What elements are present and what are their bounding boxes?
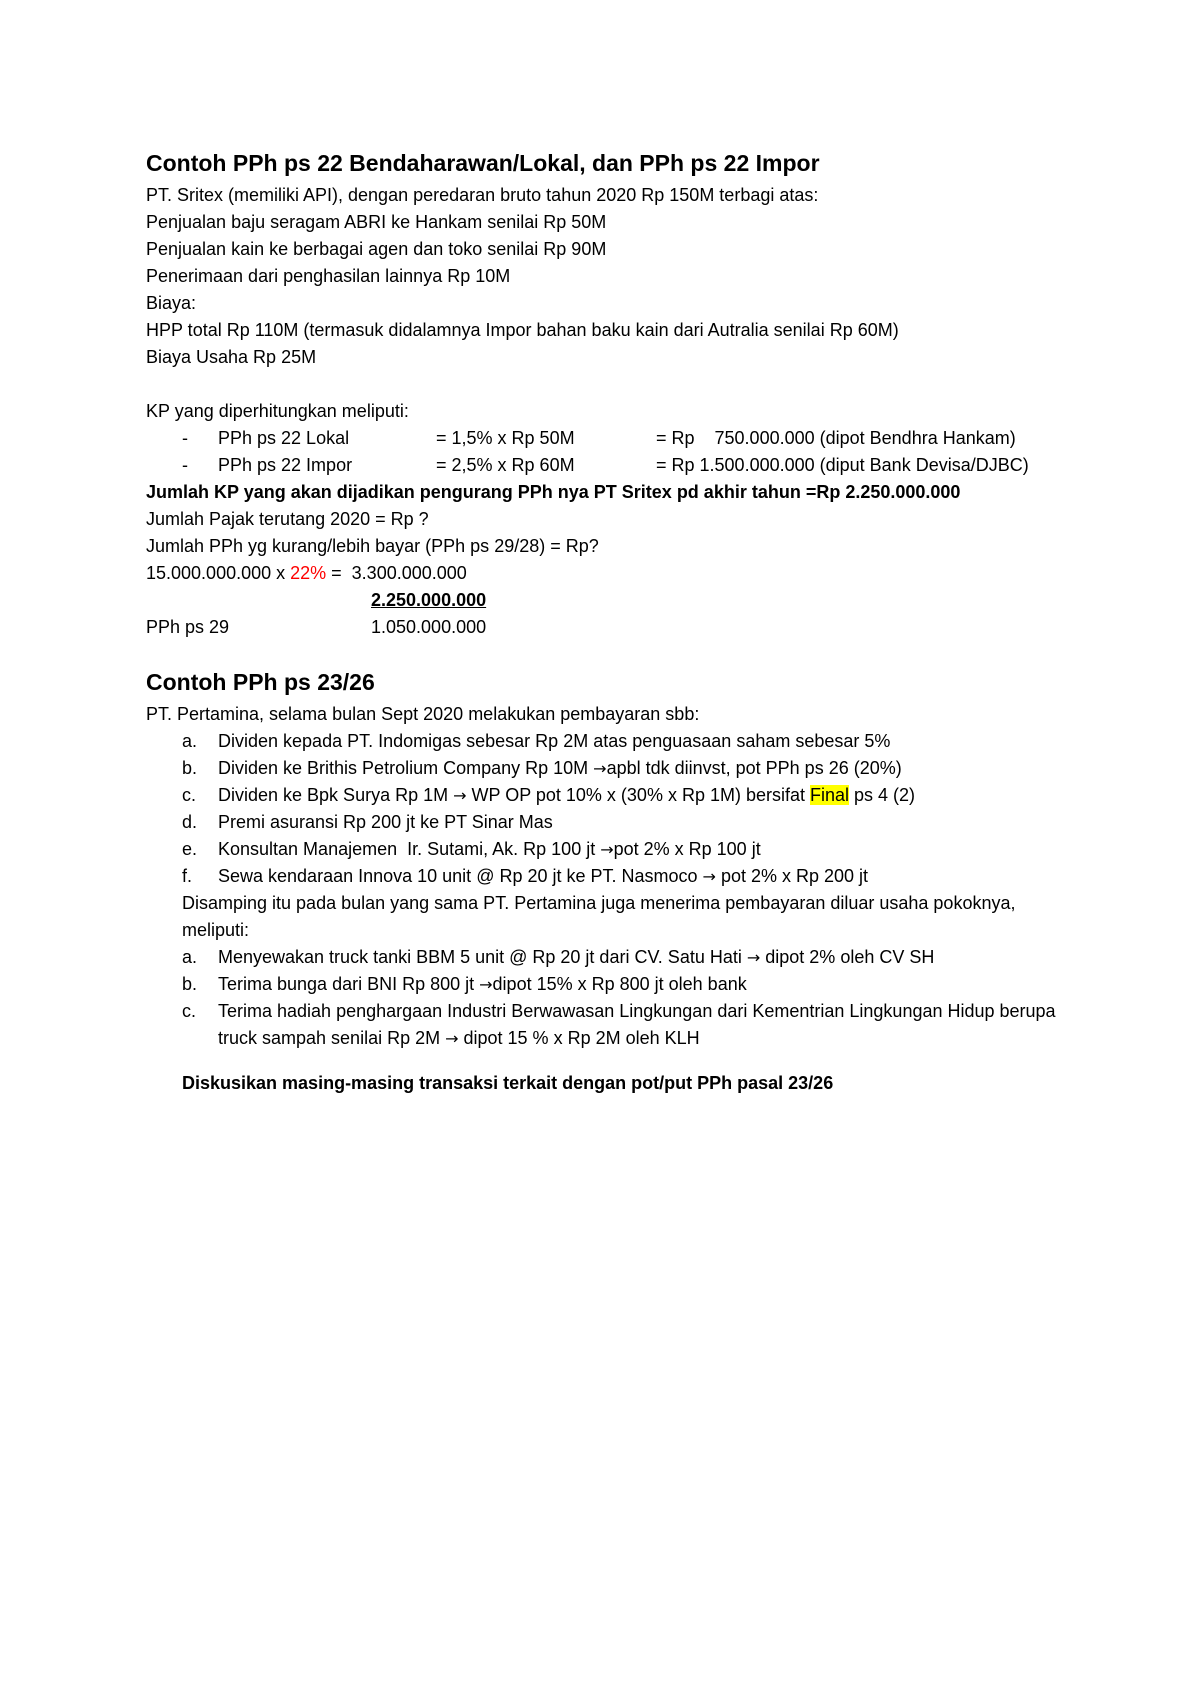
spacer xyxy=(146,371,1106,398)
section2-title: Contoh PPh ps 23/26 xyxy=(146,669,375,695)
text-line: Penerimaan dari penghasilan lainnya Rp 10M xyxy=(146,266,511,286)
text-part: Terima hadiah penghargaan Industri Berwawasan Lingkungan dari Kementrian Lingkungan Hidup berupa truck sampah senilai Rp 2M xyxy=(218,1001,1056,1048)
text-part: dipot 2% oleh CV SH xyxy=(760,947,935,967)
list-marker: e. xyxy=(182,839,198,859)
list-item-text: Dividen kepada PT. Indomigas sebesar Rp 2M atas penguasaan saham sebesar 5% xyxy=(218,731,891,751)
highlighted-text: Final xyxy=(809,785,849,805)
arrow-icon: → xyxy=(453,786,467,805)
list-item-text xyxy=(218,782,1098,809)
text-part: Konsultan Manajemen Ir. Sutami, Ak. Rp 100 jt xyxy=(218,839,601,859)
text-part: apbl tdk diinvst, pot PPh ps 26 (20%) xyxy=(606,758,902,778)
text-line: Biaya: xyxy=(146,293,197,313)
list-marker: f. xyxy=(182,866,193,886)
list-item xyxy=(146,836,1106,863)
list-item xyxy=(146,809,1106,836)
kp-item xyxy=(146,452,1106,479)
arrow-icon: → xyxy=(600,840,614,859)
calc-minus-row xyxy=(146,587,1106,614)
list-dash: - xyxy=(182,455,188,475)
list-dash: - xyxy=(182,428,188,448)
list-marker: b. xyxy=(182,974,198,994)
calc-minus: 2.250.000.000 xyxy=(371,590,487,610)
kp-result: = Rp 1.500.000.000 (diput Bank Devisa/DJBC) xyxy=(656,455,1029,475)
arrow-icon: → xyxy=(479,975,493,994)
section2-note: Disamping itu pada bulan yang sama PT. Pertamina juga menerima pembayaran diluar usaha pokoknya, meliputi: xyxy=(182,893,1016,940)
list-marker: a. xyxy=(182,947,198,967)
list-item xyxy=(146,728,1106,755)
calc-result-value: 1.050.000.000 xyxy=(371,617,487,637)
list-marker: c. xyxy=(182,1001,197,1021)
list-marker: d. xyxy=(182,812,198,832)
list-item xyxy=(146,998,1106,1052)
text-part: Dividen ke Brithis Petrolium Company Rp 10M xyxy=(218,758,594,778)
arrow-icon: → xyxy=(593,759,607,778)
text-part: Dividen ke Bpk Surya Rp 1M xyxy=(218,785,454,805)
section2-intro: PT. Pertamina, selama bulan Sept 2020 melakukan pembayaran sbb: xyxy=(146,704,700,724)
list-item xyxy=(146,944,1106,971)
text-part: dipot 15 % x Rp 2M oleh KLH xyxy=(458,1028,700,1048)
list-item-text: Premi asuransi Rp 200 jt ke PT Sinar Mas xyxy=(218,812,553,832)
list-item xyxy=(146,782,1106,809)
list-item-text xyxy=(218,755,1098,782)
list-marker: b. xyxy=(182,758,198,778)
kurang-lebih-bayar: Jumlah PPh yg kurang/lebih bayar (PPh ps 29/28) = Rp? xyxy=(146,536,599,556)
text-part: Sewa kendaraan Innova 10 unit @ Rp 20 jt ke PT. Nasmoco xyxy=(218,866,703,886)
section1-title: Contoh PPh ps 22 Bendaharawan/Lokal, dan PPh ps 22 Impor xyxy=(146,150,820,176)
kp-item xyxy=(146,425,1106,452)
text-line: HPP total Rp 110M (termasuk didalamnya Impor bahan baku kain dari Autralia senilai Rp 60M) xyxy=(146,320,899,340)
arrow-icon: → xyxy=(445,1029,459,1048)
kp-formula: = 2,5% x Rp 60M xyxy=(436,455,575,475)
pajak-terutang: Jumlah Pajak terutang 2020 = Rp ? xyxy=(146,509,429,529)
list-marker: c. xyxy=(182,785,197,805)
text-part: dipot 15% x Rp 800 jt oleh bank xyxy=(492,974,747,994)
text-line: PT. Sritex (memiliki API), dengan peredaran bruto tahun 2020 Rp 150M terbagi atas: xyxy=(146,185,819,205)
list-item xyxy=(146,863,1106,890)
calc-eq: = 3.300.000.000 xyxy=(326,563,467,583)
text-part: WP OP pot 10% x (30% x Rp 1M) bersifat xyxy=(466,785,810,805)
kp-total: Jumlah KP yang akan dijadikan pengurang PPh nya PT Sritex pd akhir tahun =Rp 2.250.000.000 xyxy=(146,482,961,502)
document-content xyxy=(146,146,1106,1097)
calc-line xyxy=(146,560,1106,587)
list-item-text xyxy=(218,944,1098,971)
kp-name: PPh ps 22 Impor xyxy=(218,455,353,475)
list-item-text xyxy=(218,836,1098,863)
list-item-text xyxy=(218,971,1098,998)
calc-rate: 22% xyxy=(290,563,327,583)
calc-spacer xyxy=(146,587,371,614)
text-part: ps 4 (2) xyxy=(849,785,916,805)
text-line: Penjualan baju seragam ABRI ke Hankam senilai Rp 50M xyxy=(146,212,607,232)
text-line: Penjualan kain ke berbagai agen dan toko senilai Rp 90M xyxy=(146,239,607,259)
calc-result-row xyxy=(146,614,1106,641)
closing-instruction: Diskusikan masing-masing transaksi terkait dengan pot/put PPh pasal 23/26 xyxy=(182,1073,834,1093)
text-part: Terima bunga dari BNI Rp 800 jt xyxy=(218,974,480,994)
calc-result-label: PPh ps 29 xyxy=(146,617,230,637)
text-line: Biaya Usaha Rp 25M xyxy=(146,347,317,367)
list-marker: a. xyxy=(182,731,198,751)
list-item-text xyxy=(218,998,1098,1052)
kp-formula: = 1,5% x Rp 50M xyxy=(436,428,575,448)
text-part: pot 2% x Rp 200 jt xyxy=(715,866,869,886)
list-item-text xyxy=(218,863,1098,890)
calc-base: 15.000.000.000 x xyxy=(146,563,291,583)
kp-intro: KP yang diperhitungkan meliputi: xyxy=(146,401,409,421)
text-part: pot 2% x Rp 100 jt xyxy=(613,839,761,859)
list-item xyxy=(146,971,1106,998)
text-part: Menyewakan truck tanki BBM 5 unit @ Rp 20 jt dari CV. Satu Hati xyxy=(218,947,747,967)
arrow-icon: → xyxy=(746,948,761,967)
kp-name: PPh ps 22 Lokal xyxy=(218,428,350,448)
kp-result: = Rp 750.000.000 (dipot Bendhra Hankam) xyxy=(656,428,1016,448)
arrow-icon: → xyxy=(702,867,716,886)
list-item xyxy=(146,755,1106,782)
